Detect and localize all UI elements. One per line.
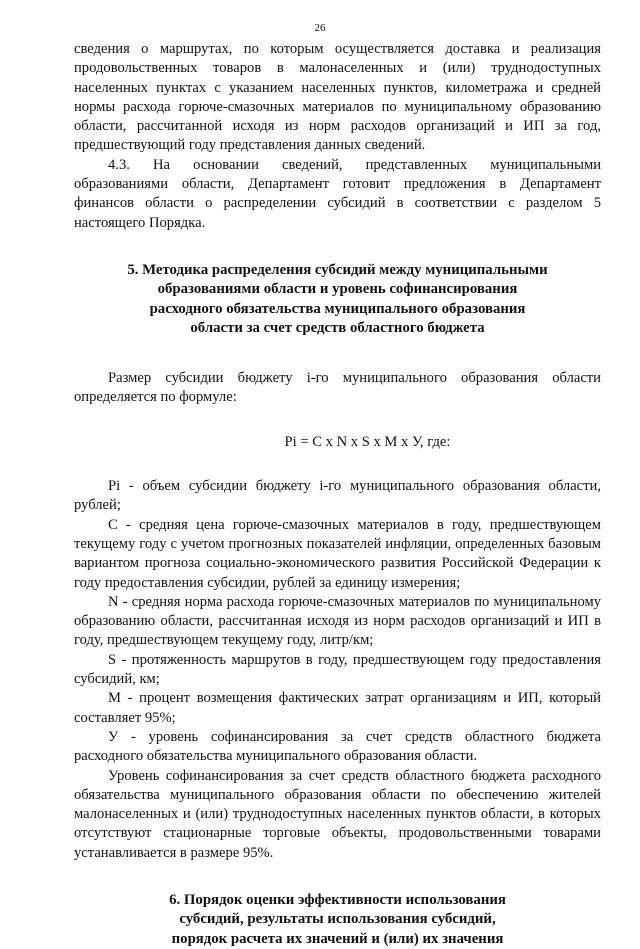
paragraph-routes: сведения о маршрутах, по которым осуществляется доставка и реализация продовольственных товаров в малонаселенных и (или) труднодоступных населенных пунктах с указанием населенных пунктов, километража и средней нормы расхода горюче-смазочных материалов по муниципальному образованию области, рассчитанной исходя из норм расходов организаций и ИП за год, предшествующий году представления данных сведений. <box>74 41 601 154</box>
section-6-heading-line: порядок расчета их значений и (или) их значения <box>171 930 504 947</box>
section-6-heading-line: субсидий, результаты использования субсидий, <box>179 911 496 928</box>
definition-u: У - уровень софинансирования за счет средств областного бюджета расходного обязательства муниципального образования области. <box>74 728 601 765</box>
definition-n: N - средняя норма расхода горюче-смазочных материалов по муниципальному образованию области, рассчитанная исходя из норм расходов организаций и ИП в году, предшествующем текущему году, литр/км; <box>74 593 601 649</box>
formula-intro: Размер субсидии бюджету i-го муниципального образования области определяется по формуле: <box>74 370 601 406</box>
subsidy-formula: Pi = С х N х S х М х У, где: <box>284 433 451 450</box>
section-5-heading-line: образованиями области и уровень софинансирования <box>157 281 518 298</box>
section-6-heading-line: 6. Порядок оценки эффективности использования <box>169 891 506 908</box>
definition-pi: Pi - объем субсидии бюджету i-го муниципального образования области, рублей; <box>74 478 601 514</box>
section-5-heading <box>74 261 601 338</box>
document-body <box>74 40 601 949</box>
section-5-heading-line: 5. Методика распределения субсидий между муниципальными <box>127 261 548 278</box>
section-5-heading-line: области за счет средств областного бюджета <box>190 319 485 336</box>
definition-s: S - протяженность маршрутов в году, предшествующем году предоставления субсидий, км; <box>74 651 601 688</box>
section-6-heading <box>74 891 601 949</box>
definition-m: М - процент возмещения фактических затрат организациям и ИП, который составляет 95%; <box>74 690 601 726</box>
paragraph-4-3: 4.3. На основании сведений, представленных муниципальными образованиями области, Департамент готовит предложения в Департамент финансов области о распределении субсидий в соответствии с разделом 5 настоящего Порядка. <box>74 156 601 231</box>
section-5-heading-line: расходного обязательства муниципального образования <box>149 300 526 317</box>
cofinancing-paragraph: Уровень софинансирования за счет средств областного бюджета расходного обязательства муниципального образования области по обеспечению жителей малонаселенных и (или) труднодоступных населенных пунктов области, в которых отсутствуют стационарные торговые объекты, продовольственными товарами устанавливается в размере 95%. <box>74 767 601 861</box>
page-number: 26 <box>314 22 326 34</box>
definition-c: С - средняя цена горюче-смазочных материалов в году, предшествующем текущему году с учетом прогнозных показателей инфляции, определенных базовым вариантом прогноза социально-экономического развития Российской Федерации к году предоставления субсидии, рублей за единицу измерения; <box>74 516 601 591</box>
